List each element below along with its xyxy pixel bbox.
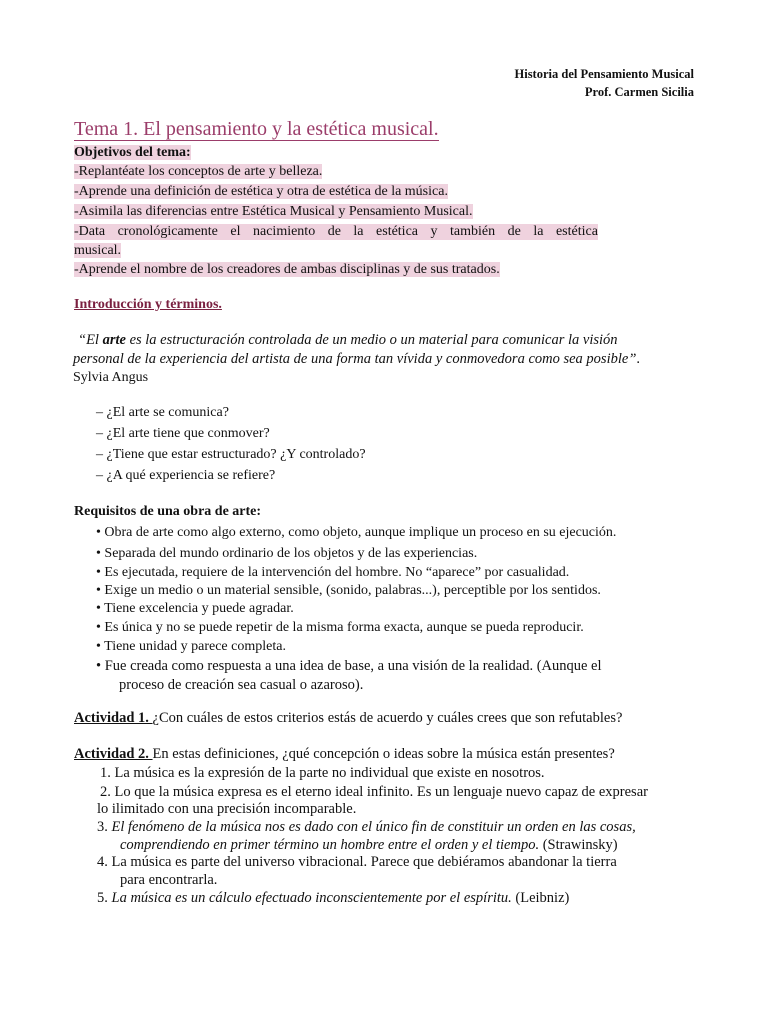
question-item: – ¿El arte se comunica?: [96, 405, 229, 420]
requisite-item: • Es ejecutada, requiere de la intervención del hombre. No “aparece” por casualidad.: [96, 565, 570, 580]
definition-4: 4. La música es parte del universo vibracional. Parece que debiéramos abandonar la tierra: [97, 854, 617, 870]
question-item: – ¿Tiene que estar estructurado? ¿Y controlado?: [96, 447, 366, 462]
definition-1: 1. La música es la expresión de la parte no individual que existe en nosotros.: [100, 765, 545, 781]
quote-line-1: “El arte es la estructuración controlada de un medio o un material para comunicar la visión: [78, 332, 618, 348]
quote-author: Sylvia Angus: [73, 370, 149, 385]
objective-item: -Asimila las diferencias entre Estética Musical y Pensamiento Musical.: [74, 204, 473, 219]
definition-4-continued: para encontrarla.: [120, 872, 218, 888]
requisite-item: • Separada del mundo ordinario de los objetos y de las experiencias.: [96, 546, 478, 561]
definition-2: 2. Lo que la música expresa es el eterno ideal infinito. Es un lenguaje nuevo capaz de expresar: [100, 784, 648, 800]
activity-2: Actividad 2. En estas definiciones, ¿qué concepción o ideas sobre la música están presentes?: [74, 746, 615, 762]
requisite-item: • Es única y no se puede repetir de la misma forma exacta, aunque se pueda reproducir.: [96, 620, 584, 635]
question-item: – ¿A qué experiencia se refiere?: [96, 468, 276, 483]
requisite-item: • Exige un medio o un material sensible, (sonido, palabras...), perceptible por los sentidos.: [96, 583, 601, 598]
definition-2-continued: lo ilimitado con una precisión incomparable.: [97, 801, 357, 817]
question-item: – ¿El arte tiene que conmover?: [96, 426, 270, 441]
objective-item: musical.: [74, 243, 122, 258]
objective-item: -Aprende una definición de estética y otra de estética de la música.: [74, 184, 448, 199]
objective-item: -Replantéate los conceptos de arte y belleza.: [74, 164, 323, 179]
course-header: Historia del Pensamiento Musical: [514, 67, 694, 81]
page-title: Tema 1. El pensamiento y la estética musical.: [74, 118, 439, 140]
activity-1: Actividad 1. ¿Con cuáles de estos criterios estás de acuerdo y cuáles crees que son refutables?: [74, 710, 623, 726]
quote-line-2: personal de la experiencia del artista de una forma tan vívida y conmovedora como sea posible”.: [73, 351, 641, 367]
definition-3-continued: comprendiendo en primer término un hombre entre el orden y el tiempo. (Strawinsky): [120, 837, 618, 853]
requisite-item: • Tiene excelencia y puede agradar.: [96, 601, 294, 616]
definition-5: 5. La música es un cálculo efectuado inconscientemente por el espíritu. (Leibniz): [97, 890, 570, 906]
objective-item: -Data cronológicamente el nacimiento de la estética y también de la estética: [74, 224, 598, 239]
definition-3: 3. El fenómeno de la música nos es dado con el único fin de constituir un orden en las cosas,: [97, 819, 636, 835]
requisite-item: • Obra de arte como algo externo, como objeto, aunque implique un proceso en su ejecución.: [96, 525, 617, 540]
intro-heading: Introducción y términos.: [74, 297, 222, 312]
objectives-heading: Objetivos del tema:: [74, 145, 191, 160]
requisite-item: • Fue creada como respuesta a una idea de base, a una visión de la realidad. (Aunque el: [96, 658, 602, 674]
requisites-heading: Requisitos de una obra de arte:: [74, 504, 262, 519]
objective-item: -Aprende el nombre de los creadores de ambas disciplinas y de sus tratados.: [74, 262, 500, 277]
requisite-item-continued: proceso de creación sea casual o azaroso).: [119, 677, 364, 693]
professor-header: Prof. Carmen Sicilia: [584, 85, 694, 99]
requisite-item: • Tiene unidad y parece completa.: [96, 639, 286, 654]
